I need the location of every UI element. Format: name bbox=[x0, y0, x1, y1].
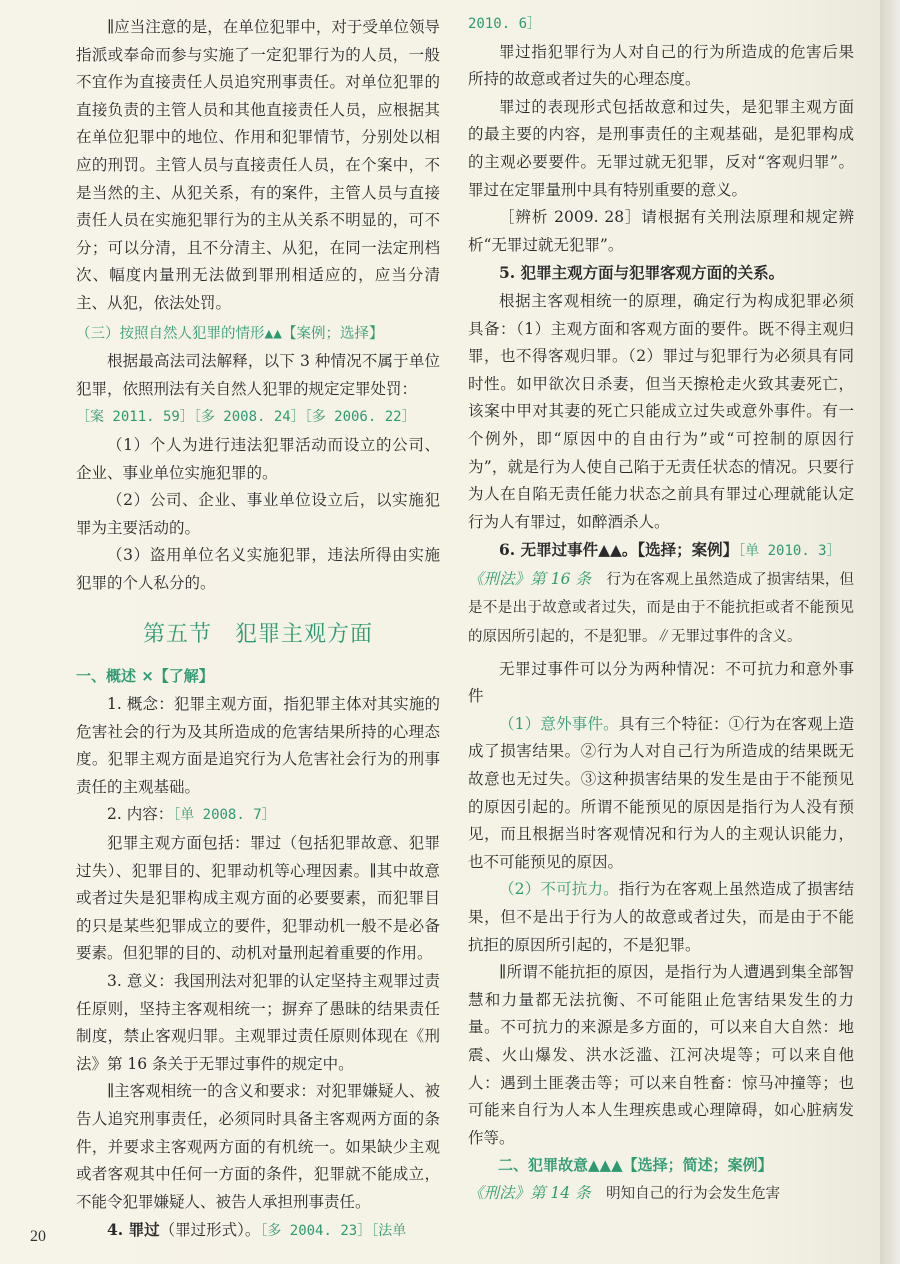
paragraph-liability-note: ∥应当注意的是，在单位犯罪中，对于受单位领导指派或奉命而参与实施了一定犯罪行为的人员，一般不宜作为直接责任人员追究刑事责任。对单位犯罪的直接负责的主管人员和其他直接责任人员，应根据其在单位犯罪中的地位、作用和犯罪情节，分别处以相应的刑罚。主管人员与直接责任人员，在个案中，不是当然的主、从犯关系，有的案件，主管人员与直接责任人员在实施犯罪行为的主从关系不明显的，可不分；可以分清，且不分清主、从犯，在同一法定刑档次、幅度内量刑无法做到罪刑相适应的，应当分清主、从犯，依法处罚。 bbox=[76, 18, 440, 312]
article-16-text: 行为在客观上虽然造成了损害结果，但是不是出于故意或者过失，而是由于不能抗拒或者不能预见的原因所引起的，不是犯罪。∥无罪过事件的含义。 bbox=[468, 571, 854, 646]
paragraph-content: 犯罪主观方面包括：罪过（包括犯罪故意、犯罪过失）、犯罪目的、犯罪动机等心理因素。∥其中故意或者过失是犯罪构成主观方面的必要要素，而犯罪目的只是某些犯罪成立的要件，犯罪动机一般不是必备要素。但犯罪的目的、动机对量刑起着重要的作用。 bbox=[76, 834, 440, 963]
paragraph-unity: ∥主客观相统一的含义和要求：对犯罪嫌疑人、被告人追究刑事责任，必须同时具备主客观两方面的条件，并要求主客观两方面的有机统一。如果缺少主观或者客观其中任何一方面的条件，犯罪就不能成立，不能令犯罪嫌疑人、被告人承担刑事责任。 bbox=[76, 1082, 440, 1211]
paragraph-significance: 3. 意义：我国刑法对犯罪的认定坚持主观罪过责任原则，坚持主客观相统一；摒弃了愚昧的结果责任制度，禁止客观归罪。主观罪过责任原则体现在《刑法》第 16 条关于无罪过事件的规定中。 bbox=[76, 972, 440, 1073]
list-item-3: （3）盗用单位名义实施犯罪，违法所得由实施犯罪的个人私分的。 bbox=[76, 546, 440, 592]
subheading-natural-person-text: （三）按照自然人犯罪的情形▲▲【案例；选择】 bbox=[76, 325, 384, 342]
mens-rea-sub: （罪过形式）。 bbox=[159, 1221, 261, 1240]
paragraph-mens-rea-forms: 罪过的表现形式包括故意和过失，是犯罪主观方面的最主要的内容，是刑事责任的主观基础，是犯罪构成的主观必要要件。无罪过就无犯罪，反对“客观归罪”。罪过在定罪量刑中具有特别重要的意义。 bbox=[468, 97, 854, 199]
paragraph-relation-body: 根据主客观相统一的原理，确定行为构成犯罪必须具备：（1）主观方面和客观方面的要件。既不得主观归罪，也不得客观归罪。（2）罪过与犯罪行为必须具有同时性。如甲欲次日杀妻，但当天擦枪走火致其妻死亡，该案中甲对其妻的死亡只能成立过失或意外事件。有一个例外，即“原因中的自由行为”或“可控制的原因行为”，就是行为人使自己陷于无责任状态的情况。只要行为人在自陷无责任能力状态之前具有罪过心理就能认定行为人有罪过，如醉酒杀人。 bbox=[468, 291, 854, 531]
section-title: 第五节 犯罪主观方面 bbox=[142, 622, 373, 648]
article-16-ref: 《刑法》第 16 条 bbox=[468, 569, 592, 588]
paragraph-irresistible-cause: ∥所谓不能抗拒的原因，是指行为人遭遇到集全部智慧和力量都无法抗衡、不可能阻止危害结果发生的力量。不可抗力的来源是多方面的，可以来自大自然：地震、火山爆发、洪水泛滥、江河决堤等；可以来自他人：遇到土匪袭击等；可以来自牲畜：惊马冲撞等；也可能来自行为人本人生理疾患或心理障碍，如心脏病发作等。 bbox=[468, 963, 854, 1147]
paragraph-force-majeure bbox=[468, 876, 854, 959]
no-fault-tag: ［单 2010. 3］ bbox=[738, 543, 841, 560]
paragraph-accident bbox=[468, 711, 854, 877]
accident-label: （1）意外事件。 bbox=[499, 714, 619, 733]
content-tag: ［单 2008. 7］ bbox=[173, 807, 276, 824]
right-column bbox=[468, 10, 854, 1209]
intent-heading: 二、犯罪故意▲▲▲【选择；简述；案例】 bbox=[498, 1156, 773, 1175]
list-item-1: （1）个人为进行违法犯罪活动而设立的公司、企业、事业单位实施犯罪的。 bbox=[76, 435, 440, 482]
list-item-2: （2）公司、企业、事业单位设立后，以实施犯罪为主要活动的。 bbox=[76, 491, 440, 537]
paragraph-article-16 bbox=[468, 566, 854, 652]
paragraph-article-14 bbox=[468, 1180, 854, 1209]
paragraph-exam-tags bbox=[76, 403, 440, 432]
article-14-text: 明知自己的行为会发生危害 bbox=[606, 1185, 781, 1202]
no-fault-heading: 6. 无罪过事件▲▲。【选择；案例】 bbox=[499, 540, 739, 560]
page-edge bbox=[880, 0, 900, 1264]
continued-tag bbox=[468, 10, 854, 39]
paragraph-concept: 1. 概念：犯罪主观方面，指犯罪主体对其实施的危害社会的行为及其所造成的危害结果所持的心理态度。犯罪主观方面是追究行为人危害社会行为的刑事责任的主观基础。 bbox=[76, 695, 440, 796]
mens-rea-tags: ［多 2004. 23］［法单 bbox=[260, 1223, 407, 1240]
paragraph-mens-rea-definition: 罪过指犯罪行为人对自己的行为所造成的危害后果所持的故意或者过失的心理态度。 bbox=[468, 42, 854, 89]
paragraph-judicial-interpretation-text: 根据最高法司法解释，以下 3 种情况不属于单位犯罪，依照刑法有关自然人犯罪的规定定罪处罚： bbox=[76, 352, 440, 398]
paragraph-content-label bbox=[76, 801, 440, 830]
exam-tags: ［案 2011. 59］［多 2008. 24］［多 2006. 22］ bbox=[76, 409, 416, 426]
paragraph-mens-rea-heading bbox=[76, 1216, 440, 1246]
article-14-ref: 《刑法》第 14 条 bbox=[468, 1183, 591, 1202]
left-column bbox=[76, 14, 440, 1246]
force-majeure-label: （2）不可抗力。 bbox=[499, 880, 619, 899]
subheading-natural-person bbox=[76, 320, 440, 349]
content-label: 2. 内容： bbox=[107, 805, 174, 824]
paragraph-two-types: 无罪过事件可以分为两种情况：不可抗力和意外事件 bbox=[468, 659, 854, 706]
paragraph-no-fault-heading bbox=[468, 536, 854, 566]
mens-rea-label: 4. 罪过 bbox=[107, 1220, 160, 1240]
paragraph-analysis-question: ［辨析 2009. 28］请根据有关刑法原理和规定辨析“无罪过就无犯罪”。 bbox=[468, 208, 854, 254]
relation-heading: 5. 犯罪主观方面与犯罪客观方面的关系。 bbox=[499, 263, 785, 283]
page-number: 20 bbox=[30, 1228, 46, 1245]
accident-text: 具有三个特征：①行为在客观上造成了损害结果。②行为人对自己行为所造成的结果既无故意也无过失。③这种损害结果的发生是由于不能预见的原因引起的。所谓不能预见的原因是指行为人没有预见，而且根据当时客观情况和行为人的主观认识能力，也不可能预见的原因。 bbox=[468, 714, 854, 871]
overview-heading: 一、概述 ×【了解】 bbox=[76, 667, 214, 686]
continued-tag-text: 2010. 6］ bbox=[468, 16, 542, 32]
force-majeure-text: 指行为在客观上虽然造成了损害结果，但不是出于行为人的故意或者过失，而是由于不能抗拒的原因所引起的，不是犯罪。 bbox=[468, 880, 854, 954]
paragraph-judicial-interpretation bbox=[76, 348, 440, 403]
paragraph-relation-heading bbox=[468, 259, 854, 288]
